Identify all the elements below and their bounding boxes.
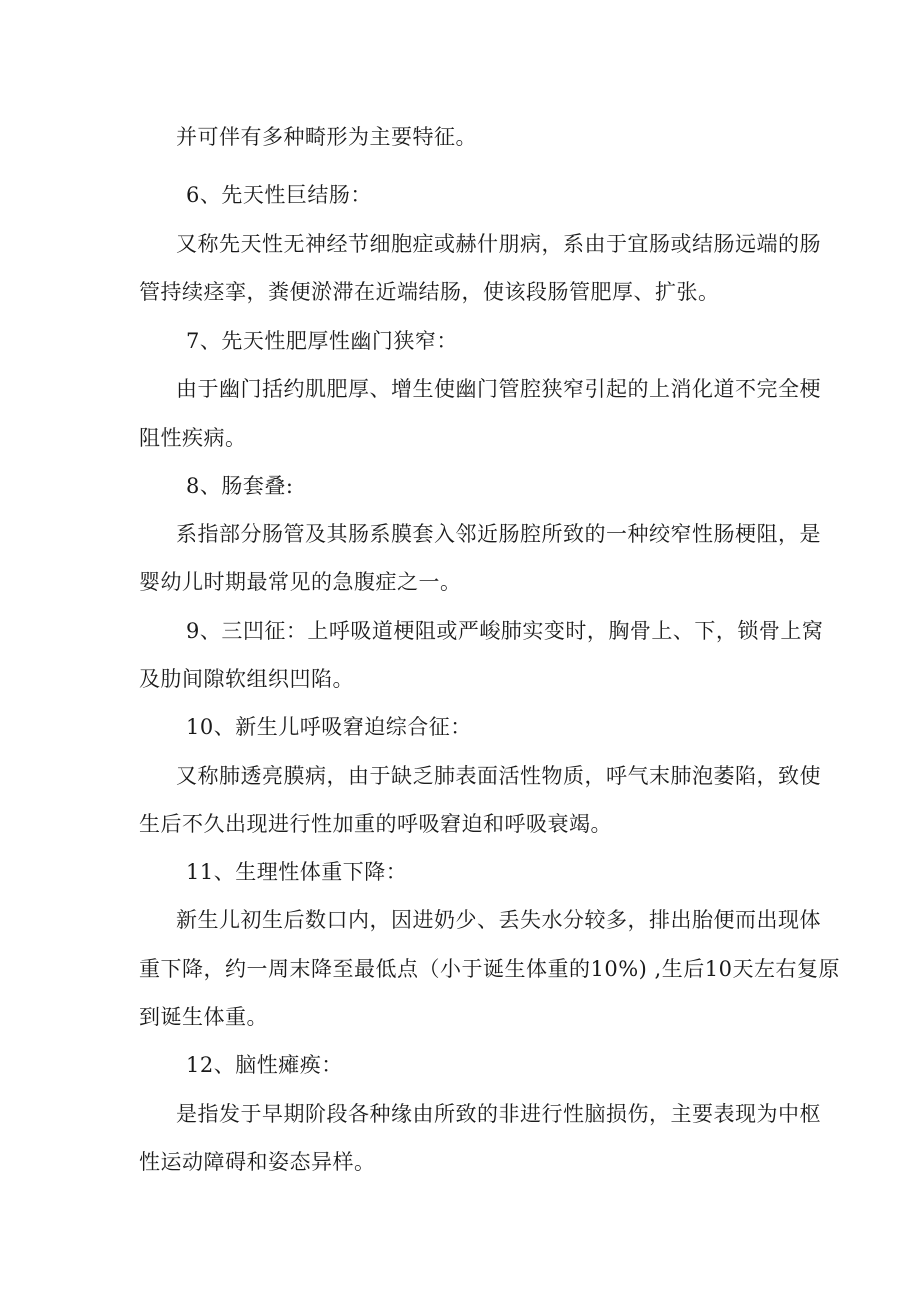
entry-body-line: 管持续痉挛，粪便淤滞在近端结肠，使该段肠管肥厚、扩张。 (139, 280, 720, 304)
entry-heading: 7、先天性肥厚性幽门狭窄： (186, 329, 458, 353)
entry-body-line: 生后不久出现进行性加重的呼吸窘迫和呼吸衰竭。 (139, 812, 612, 836)
continuation-text: 并可伴有多种畸形为主要特征。 (176, 125, 477, 149)
entry-heading: 8、肠套叠: (186, 474, 294, 498)
entry-heading: 10、新生儿呼吸窘迫综合征： (186, 715, 472, 739)
entry-body-line: 阻性疾病。 (139, 426, 247, 450)
entry-heading: 11、生理性体重下降： (186, 860, 408, 884)
entry-body-line: 婴幼儿时期最常见的急腹症之一。 (139, 570, 462, 594)
entry-body-line: 又称肺透亮膜病，由于缺乏肺表面活性物质，呼气末肺泡萎陷，致使 (176, 764, 821, 788)
entry-body-line: 新生儿初生后数口内，因进奶少、丢失水分较多，排出胎便而出现体 (176, 908, 821, 932)
entry-body-line: 性运动障碍和姿态异样。 (139, 1150, 376, 1174)
entry-body-line: 由于幽门括约肌肥厚、增生使幽门管腔狭窄引起的上消化道不完全梗 (176, 377, 821, 401)
entry-body-line: 重下降，约一周末降至最低点（小于诞生体重的10%) ,生后10天左右复原 (139, 957, 840, 981)
entry-body-line: 系指部分肠管及其肠系膜套入邻近肠腔所致的一种绞窄性肠梗阻，是 (176, 522, 821, 546)
entry-heading: 6、先天性巨结肠： (186, 183, 372, 207)
entry-body-line: 是指发于早期阶段各种缘由所致的非进行性脑损伤，主要表现为中枢 (176, 1102, 821, 1126)
entry-heading: 9、三凹征：上呼吸道梗阻或严峻肺实变时，胸骨上、下，锁骨上窝 (186, 619, 824, 643)
entry-body-line: 又称先天性无神经节细胞症或赫什朋病，系由于宜肠或结肠远端的肠 (176, 232, 821, 256)
entry-heading: 12、脑性瘫痪： (186, 1053, 343, 1077)
entry-body-line: 及肋间隙软组织凹陷。 (139, 667, 354, 691)
entry-body-line: 到诞生体重。 (139, 1005, 268, 1029)
